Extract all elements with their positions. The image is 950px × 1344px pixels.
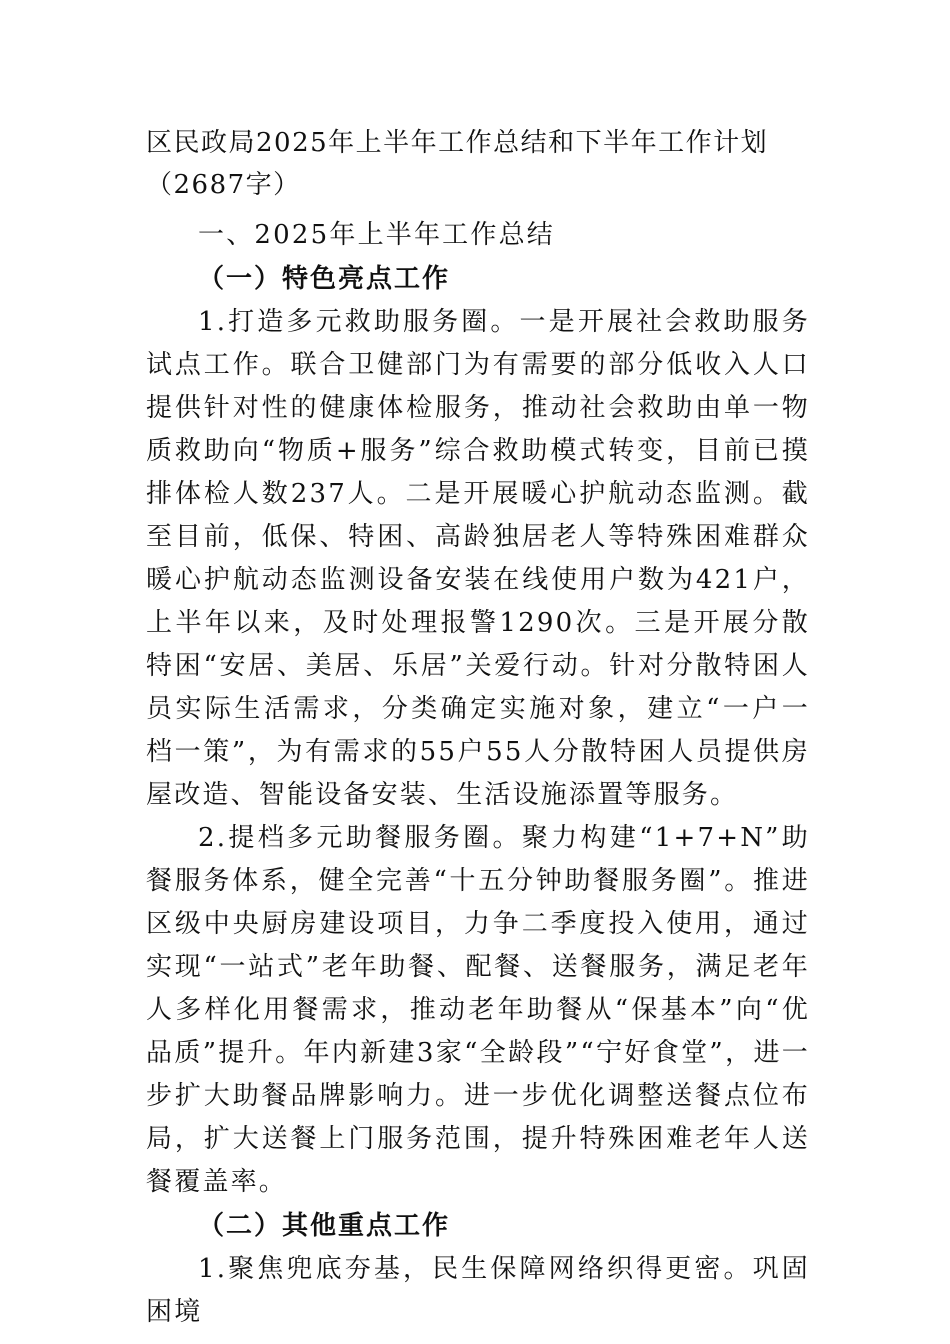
- paragraph: 1.打造多元救助服务圈。一是开展社会救助服务试点工作。联合卫健部门为有需要的部分低收入人口提供针对性的健康体检服务，推动社会救助由单一物质救助向“物质+服务”综合救助模式转变，目前已摸排体检人数237人。二是开展暖心护航动态监测。截至目前，低保、特困、高龄独居老人等特殊困难群众暖心护航动态监测设备安装在线使用户数为421户，上半年以来，及时处理报警1290次。三是开展分散特困“安居、美居、乐居”关爱行动。针对分散特困人员实际生活需求，分类确定实施对象，建立“一户一档一策”，为有需求的55户55人分散特困人员提供房屋改造、智能设备安装、生活设施添置等服务。: [146, 307, 810, 810]
- document-page: [146, 122, 810, 1334]
- subsection-heading: （一）特色亮点工作: [198, 264, 451, 294]
- subsection-heading: （二）其他重点工作: [198, 1211, 451, 1241]
- section-heading: 一、2025年上半年工作总结: [198, 220, 555, 250]
- paragraph: 2.提档多元助餐服务圈。聚力构建“1+7+N”助餐服务体系，健全完善“十五分钟助餐服务圈”。推进区级中央厨房建设项目，力争二季度投入使用，通过实现“一站式”老年助餐、配餐、送餐服务，满足老年人多样化用餐需求，推动老年助餐从“保基本”向“优品质”提升。年内新建3家“全龄段”“宁好食堂”，进一步扩大助餐品牌影响力。进一步优化调整送餐点位布局，扩大送餐上门服务范围，提升特殊困难老年人送餐覆盖率。: [146, 823, 810, 1197]
- paragraph: 1.聚焦兜底夯基，民生保障网络织得更密。巩固困境: [146, 1254, 810, 1327]
- document-title: 区民政局2025年上半年工作总结和下半年工作计划（2687字）: [146, 128, 769, 200]
